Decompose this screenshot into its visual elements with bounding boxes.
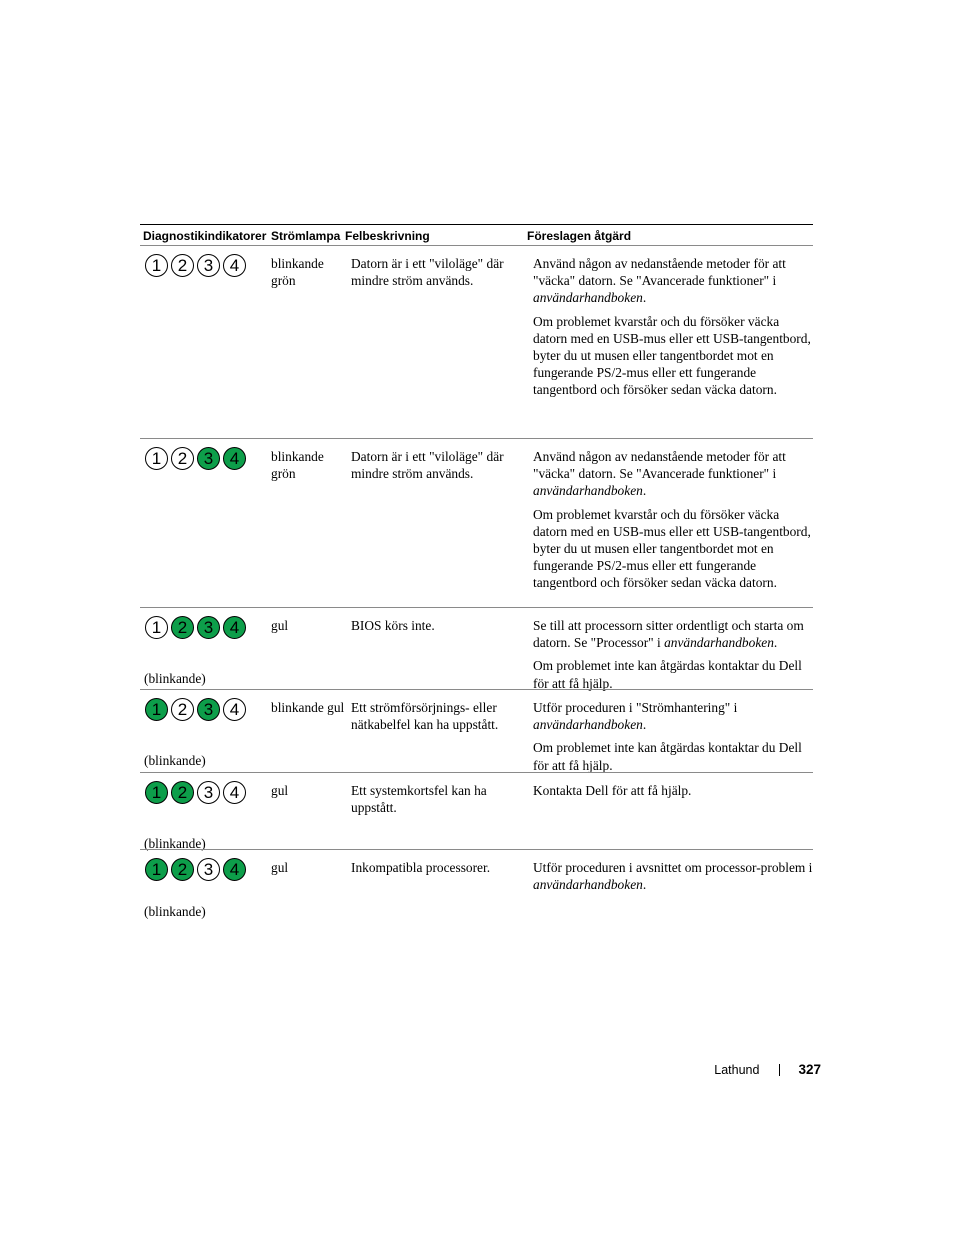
suggested-action-cell	[533, 690, 819, 772]
diagnostic-light-4-icon: 4	[223, 781, 246, 804]
page-number: 327	[798, 1062, 821, 1077]
table-body	[140, 245, 813, 919]
suggested-action-cell	[533, 850, 819, 919]
blinking-note: (blinkande)	[144, 671, 206, 686]
diagnostic-light-1-icon: 1	[145, 698, 168, 721]
suggested-action-cell	[533, 608, 819, 689]
table-row	[140, 245, 813, 438]
diagnostic-lights	[143, 698, 271, 721]
diagnostic-lights	[143, 254, 271, 277]
action-paragraph	[533, 617, 815, 651]
manual-reference: användarhandboken	[533, 717, 643, 733]
power-light-cell: gul	[271, 618, 289, 633]
blinking-note: (blinkande)	[144, 753, 206, 768]
diagnostic-light-4-icon: 4	[223, 698, 246, 721]
diagnostic-light-3-icon: 3	[197, 781, 220, 804]
diagnostic-light-1-icon: 1	[145, 616, 168, 639]
diagnostic-lights	[143, 616, 271, 639]
blinking-note: (blinkande)	[144, 904, 206, 919]
action-paragraph	[533, 699, 815, 733]
action-text: Använd någon av nedanstående metoder för att "väcka" datorn. Se "Avancerade funktioner" i	[533, 449, 786, 482]
power-light-cell: gul	[271, 860, 289, 875]
diagnostic-light-3-icon: 3	[197, 616, 220, 639]
action-text-end: .	[773, 635, 778, 651]
table-row	[140, 849, 813, 919]
diagnostic-light-1-icon: 1	[145, 858, 168, 881]
diagnostic-light-2-icon: 2	[171, 858, 194, 881]
diagnostic-light-1-icon: 1	[145, 447, 168, 470]
diagnostic-light-3-icon: 3	[197, 254, 220, 277]
action-paragraph	[533, 448, 815, 500]
footer-divider	[779, 1064, 780, 1076]
action-text: Använd någon av nedanstående metoder för att "väcka" datorn. Se "Avancerade funktioner" i	[533, 256, 786, 289]
diagnostic-light-3-icon: 3	[197, 447, 220, 470]
table-row	[140, 607, 813, 689]
diagnostic-lights-cell	[140, 246, 271, 438]
manual-reference: användarhandboken	[533, 290, 643, 306]
problem-description-cell: Datorn är i ett "viloläge" där mindre ström används.	[351, 449, 504, 482]
manual-reference: användarhandboken	[533, 483, 643, 499]
diagnostic-light-3-icon: 3	[197, 858, 220, 881]
action-text-end: .	[642, 483, 647, 499]
diagnostic-lights-cell	[140, 608, 271, 689]
diagnostic-lights-cell	[140, 850, 271, 919]
diagnostic-lights-cell	[140, 773, 271, 849]
manual-reference: användarhandboken	[664, 635, 774, 651]
problem-description-cell: Datorn är i ett "viloläge" där mindre ström används.	[351, 256, 504, 289]
diagnostic-lights-cell	[140, 690, 271, 772]
power-light-cell: blinkande grön	[271, 256, 324, 289]
suggested-action-cell	[533, 773, 819, 849]
diagnostic-light-1-icon: 1	[145, 781, 168, 804]
action-paragraph	[533, 657, 815, 691]
table-row	[140, 438, 813, 607]
table-header	[140, 224, 813, 245]
table-row	[140, 689, 813, 772]
action-text-end: .	[642, 290, 647, 306]
suggested-action-cell	[533, 246, 819, 438]
diagnostic-lights	[143, 447, 271, 470]
diagnostic-light-4-icon: 4	[223, 858, 246, 881]
diagnostic-light-2-icon: 2	[171, 254, 194, 277]
action-paragraph	[533, 782, 815, 799]
header-problem-description: Felbeskrivning	[345, 229, 430, 243]
power-light-cell: blinkande gul	[271, 700, 345, 715]
action-text: Om problemet kvarstår och du försöker väcka datorn med en USB-mus eller ett USB-tangentbord, byter du ut musen eller tangentbordet mot en fungerande PS/2-mus eller ett fungerande tangentbord och försöker sedan väcka datorn.	[533, 506, 811, 591]
action-text: Om problemet inte kan åtgärdas kontaktar du Dell för att få hjälp.	[533, 658, 802, 691]
action-paragraph	[533, 859, 815, 893]
diagnostic-light-1-icon: 1	[145, 254, 168, 277]
suggested-action-cell	[533, 439, 819, 607]
action-text: Kontakta Dell för att få hjälp.	[533, 783, 692, 798]
page-footer	[714, 1062, 821, 1077]
diagnostic-lights	[143, 858, 271, 881]
action-paragraph	[533, 313, 815, 399]
diagnostic-table	[140, 224, 813, 919]
diagnostic-lights	[143, 781, 271, 804]
power-light-cell: gul	[271, 783, 289, 798]
action-paragraph	[533, 506, 815, 592]
problem-description-cell: Inkompatibla processorer.	[351, 860, 491, 875]
action-text: Utför proceduren i "Strömhantering" i	[533, 700, 738, 715]
table-row	[140, 772, 813, 849]
blinking-note: (blinkande)	[144, 836, 206, 851]
footer-section-title: Lathund	[714, 1062, 760, 1077]
header-suggested-action: Föreslagen åtgärd	[527, 229, 632, 243]
problem-description-cell: BIOS körs inte.	[351, 618, 435, 633]
action-text-end: .	[642, 717, 647, 733]
diagnostic-light-3-icon: 3	[197, 698, 220, 721]
diagnostic-light-4-icon: 4	[223, 616, 246, 639]
diagnostic-light-2-icon: 2	[171, 698, 194, 721]
problem-description-cell: Ett systemkortsfel kan ha uppstått.	[351, 783, 487, 816]
diagnostic-light-2-icon: 2	[171, 781, 194, 804]
action-text: Om problemet inte kan åtgärdas kontaktar du Dell för att få hjälp.	[533, 740, 802, 773]
diagnostic-lights-cell	[140, 439, 271, 607]
manual-reference: användarhandboken	[533, 877, 643, 893]
action-text: Se till att processorn sitter ordentligt och starta om datorn. Se "Processor" i	[533, 618, 804, 651]
action-text: Om problemet kvarstår och du försöker väcka datorn med en USB-mus eller ett USB-tangentbord, byter du ut musen eller tangentbordet mot en fungerande PS/2-mus eller ett fungerande tangentbord och försöker sedan väcka datorn.	[533, 313, 811, 398]
action-text: Utför proceduren i avsnittet om processor-problem i	[533, 860, 813, 875]
problem-description-cell: Ett strömförsörjnings- eller nätkabelfel kan ha uppstått.	[351, 700, 499, 733]
action-text-end: .	[642, 877, 647, 893]
header-diagnostic-indicators: Diagnostikindikatorer	[143, 229, 267, 243]
action-paragraph	[533, 255, 815, 307]
diagnostic-light-4-icon: 4	[223, 254, 246, 277]
action-paragraph	[533, 739, 815, 773]
header-power-light: Strömlampa	[271, 229, 341, 243]
diagnostic-light-4-icon: 4	[223, 447, 246, 470]
diagnostic-light-2-icon: 2	[171, 447, 194, 470]
diagnostic-light-2-icon: 2	[171, 616, 194, 639]
power-light-cell: blinkande grön	[271, 449, 324, 482]
